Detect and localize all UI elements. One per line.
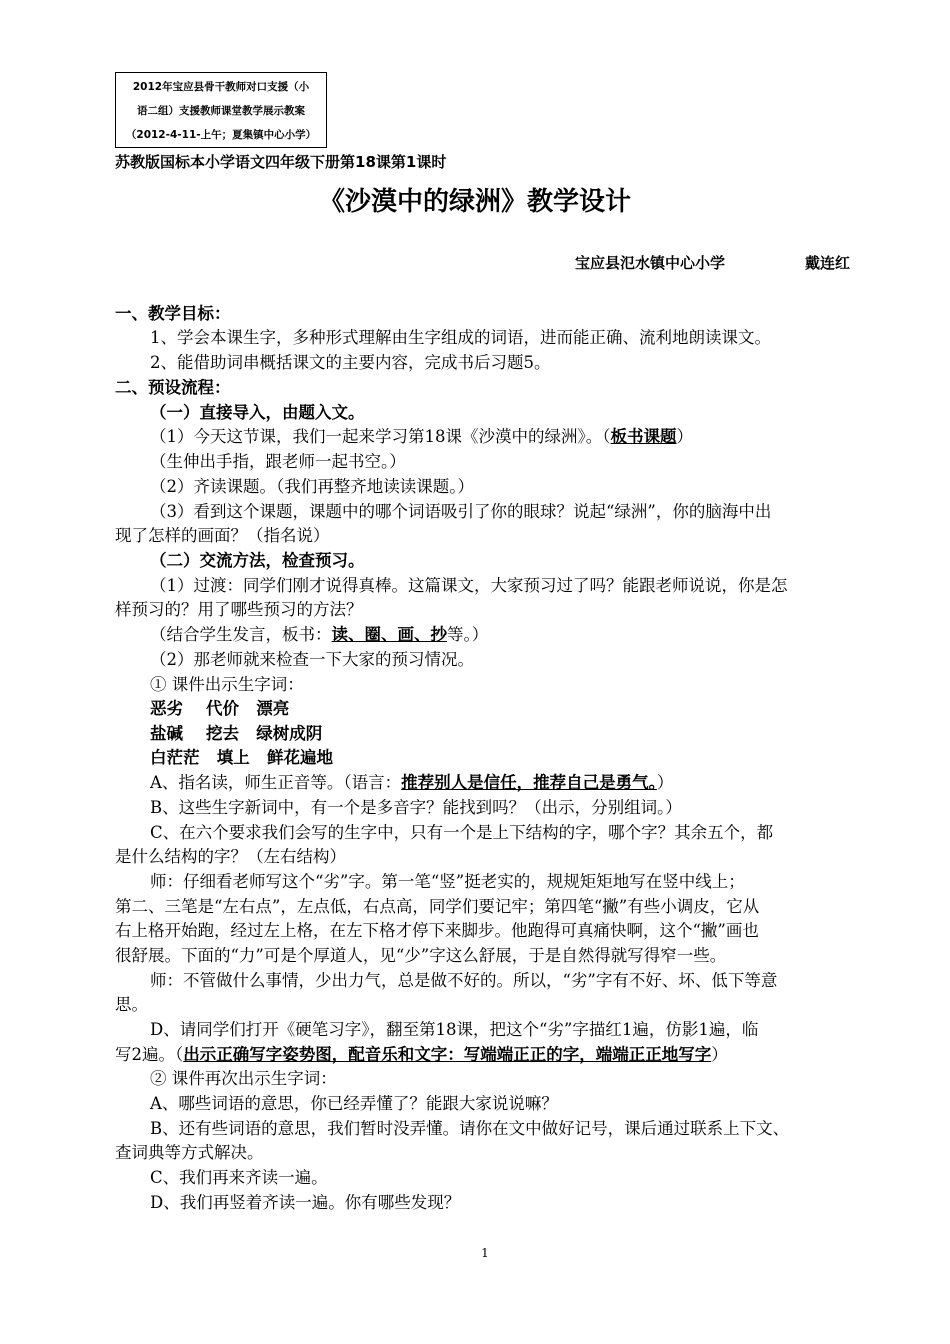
part-1-item-1 bbox=[150, 425, 693, 449]
part-1-item-1-note: （生伸出手指，跟老师一起书空。） bbox=[150, 452, 406, 471]
review-C: C、我们再来齐读一遍。 bbox=[150, 1168, 328, 1187]
part-2-title: （二）交流方法，检查预习。 bbox=[150, 551, 365, 570]
part-2-item-1-line-1: （1）过渡：同学们刚才说得真棒。这篇课文，大家预习过了吗？能跟老师说说，你是怎 bbox=[150, 576, 788, 595]
teacher-line-1: 师：仔细看老师写这个“劣”字。第一笔“竖”挺老实的，规规矩矩地写在竖中线上； bbox=[150, 872, 745, 891]
goal-1: 1、学会本课生字，多种形式理解由生字组成的词语，进而能正确、流利地朗读课文。 bbox=[150, 328, 771, 347]
step-A-pre: A、指名读，师生正音等。（语言： bbox=[150, 773, 402, 792]
board-note-pre: （结合学生发言，板书： bbox=[150, 625, 332, 644]
author-school: 宝应县氾水镇中心小学 bbox=[575, 254, 726, 272]
step-A bbox=[150, 771, 673, 795]
word-row-1: 恶劣 代价 漂亮 bbox=[150, 699, 290, 718]
part-1-item-1-close: ） bbox=[676, 427, 693, 446]
step-A-post: ） bbox=[656, 773, 674, 792]
teacher-line-4: 很舒展。下面的“力”可是个厚道人，见“少”字这么舒展，于是自然得就写得窄一些。 bbox=[115, 946, 727, 965]
courseware-2: ② 课件再次出示生字词： bbox=[150, 1069, 337, 1088]
review-A: A、哪些词语的意思，你已经弄懂了？能跟大家说说嘛？ bbox=[150, 1094, 558, 1113]
review-B-line-2: 查词典等方式解决。 bbox=[115, 1143, 264, 1162]
step-B: B、这些生字新词中，有一个是多音字？能找到吗？（出示，分别组词。） bbox=[150, 798, 682, 817]
board-title-note: 板书课题 bbox=[610, 427, 677, 446]
part-1-item-1-text: （1）今天这节课，我们一起来学习第18课《沙漠中的绿洲》。（ bbox=[150, 427, 611, 446]
step-D-line-1: D、请同学们打开《硬笔习字》，翻至第18课，把这个“劣”字描红1遍，仿影1遍，临 bbox=[150, 1020, 759, 1039]
step-D-post: ） bbox=[711, 1045, 728, 1064]
header-box-line-2: 语二组）支援教师课堂教学展示教案 bbox=[137, 105, 305, 117]
part-1-item-3-line-1: （3）看到这个课题，课题中的哪个词语吸引了你的眼球？说起“绿洲”，你的脑海中出 bbox=[150, 502, 772, 521]
section-1-heading: 一、教学目标： bbox=[115, 304, 231, 323]
step-A-quote: 推荐别人是信任，推荐自己是勇气。 bbox=[401, 773, 657, 792]
part-1-item-2: （2）齐读课题。（我们再整齐地读读课题。） bbox=[150, 477, 474, 496]
header-box-line-3: （2012-4-11-上午；夏集镇中心小学） bbox=[125, 129, 317, 141]
section-2-heading: 二、预设流程： bbox=[115, 378, 231, 397]
step-D-line-2 bbox=[115, 1043, 728, 1067]
review-D: D、我们再竖着齐读一遍。你有哪些发现？ bbox=[150, 1193, 461, 1212]
part-2-item-1-note bbox=[150, 623, 488, 647]
goal-2: 2、能借助词串概括课文的主要内容，完成书后习题5。 bbox=[150, 353, 551, 372]
review-B-line-1: B、还有些词语的意思，我们暂时没弄懂。请你在文中做好记号，课后通过联系上下文、 bbox=[150, 1119, 790, 1138]
page-title: 《沙漠中的绿洲》教学设计 bbox=[318, 187, 631, 217]
part-1-title: （一）直接导入，由题入文。 bbox=[150, 403, 365, 422]
header-box bbox=[115, 72, 327, 148]
step-C-line-2: 是什么结构的字？（左右结构） bbox=[115, 847, 346, 866]
author-name: 戴连红 bbox=[805, 254, 851, 272]
word-row-2: 盐碱 挖去 绿树成阴 bbox=[150, 724, 323, 743]
step-D-note: 出示正确写字姿势图，配音乐和文字：写端端正正的字，端端正正地写字 bbox=[183, 1045, 712, 1064]
teacher-line-2: 第二、三笔是“左右点”，左点低，右点高，同学们要记牢；第四笔“撇”有些小调皮，它从 bbox=[115, 897, 760, 916]
word-row-3: 白茫茫 填上 鲜花遍地 bbox=[150, 748, 333, 767]
teacher-line-5: 师：不管做什么事情，少出力气，总是做不好的。所以，“劣”字有不好、坏、低下等意 bbox=[150, 971, 778, 990]
teacher-line-6: 思。 bbox=[115, 995, 148, 1014]
part-2-item-2: （2）那老师就来检查一下大家的预习情况。 bbox=[150, 650, 474, 669]
step-D-pre: 写2遍。（ bbox=[115, 1045, 184, 1064]
part-1-item-3-line-2: 现了怎样的画面？（指名说） bbox=[115, 526, 330, 545]
teacher-line-3: 右上格开始跑，经过左上格，在左下格才停下来脚步。他跑得可真痛快啊，这个“撇”画也 bbox=[115, 921, 759, 940]
header-box-line-1: 2012年宝应县骨干教师对口支援（小 bbox=[132, 81, 310, 93]
board-note-post: 等。） bbox=[447, 625, 489, 644]
courseware-1: ① 课件出示生字词： bbox=[150, 675, 304, 694]
course-line: 苏教版国标本小学语文四年级下册第18课第1课时 bbox=[115, 153, 447, 171]
board-methods: 读、圈、画、抄 bbox=[331, 625, 447, 644]
part-2-item-1-line-2: 样预习的？用了哪些预习的方法？ bbox=[115, 600, 363, 619]
step-C-line-1: C、在六个要求我们会写的生字中，只有一个是上下结构的字，哪个字？其余五个，都 bbox=[150, 823, 774, 842]
page-number: 1 bbox=[481, 1246, 489, 1260]
